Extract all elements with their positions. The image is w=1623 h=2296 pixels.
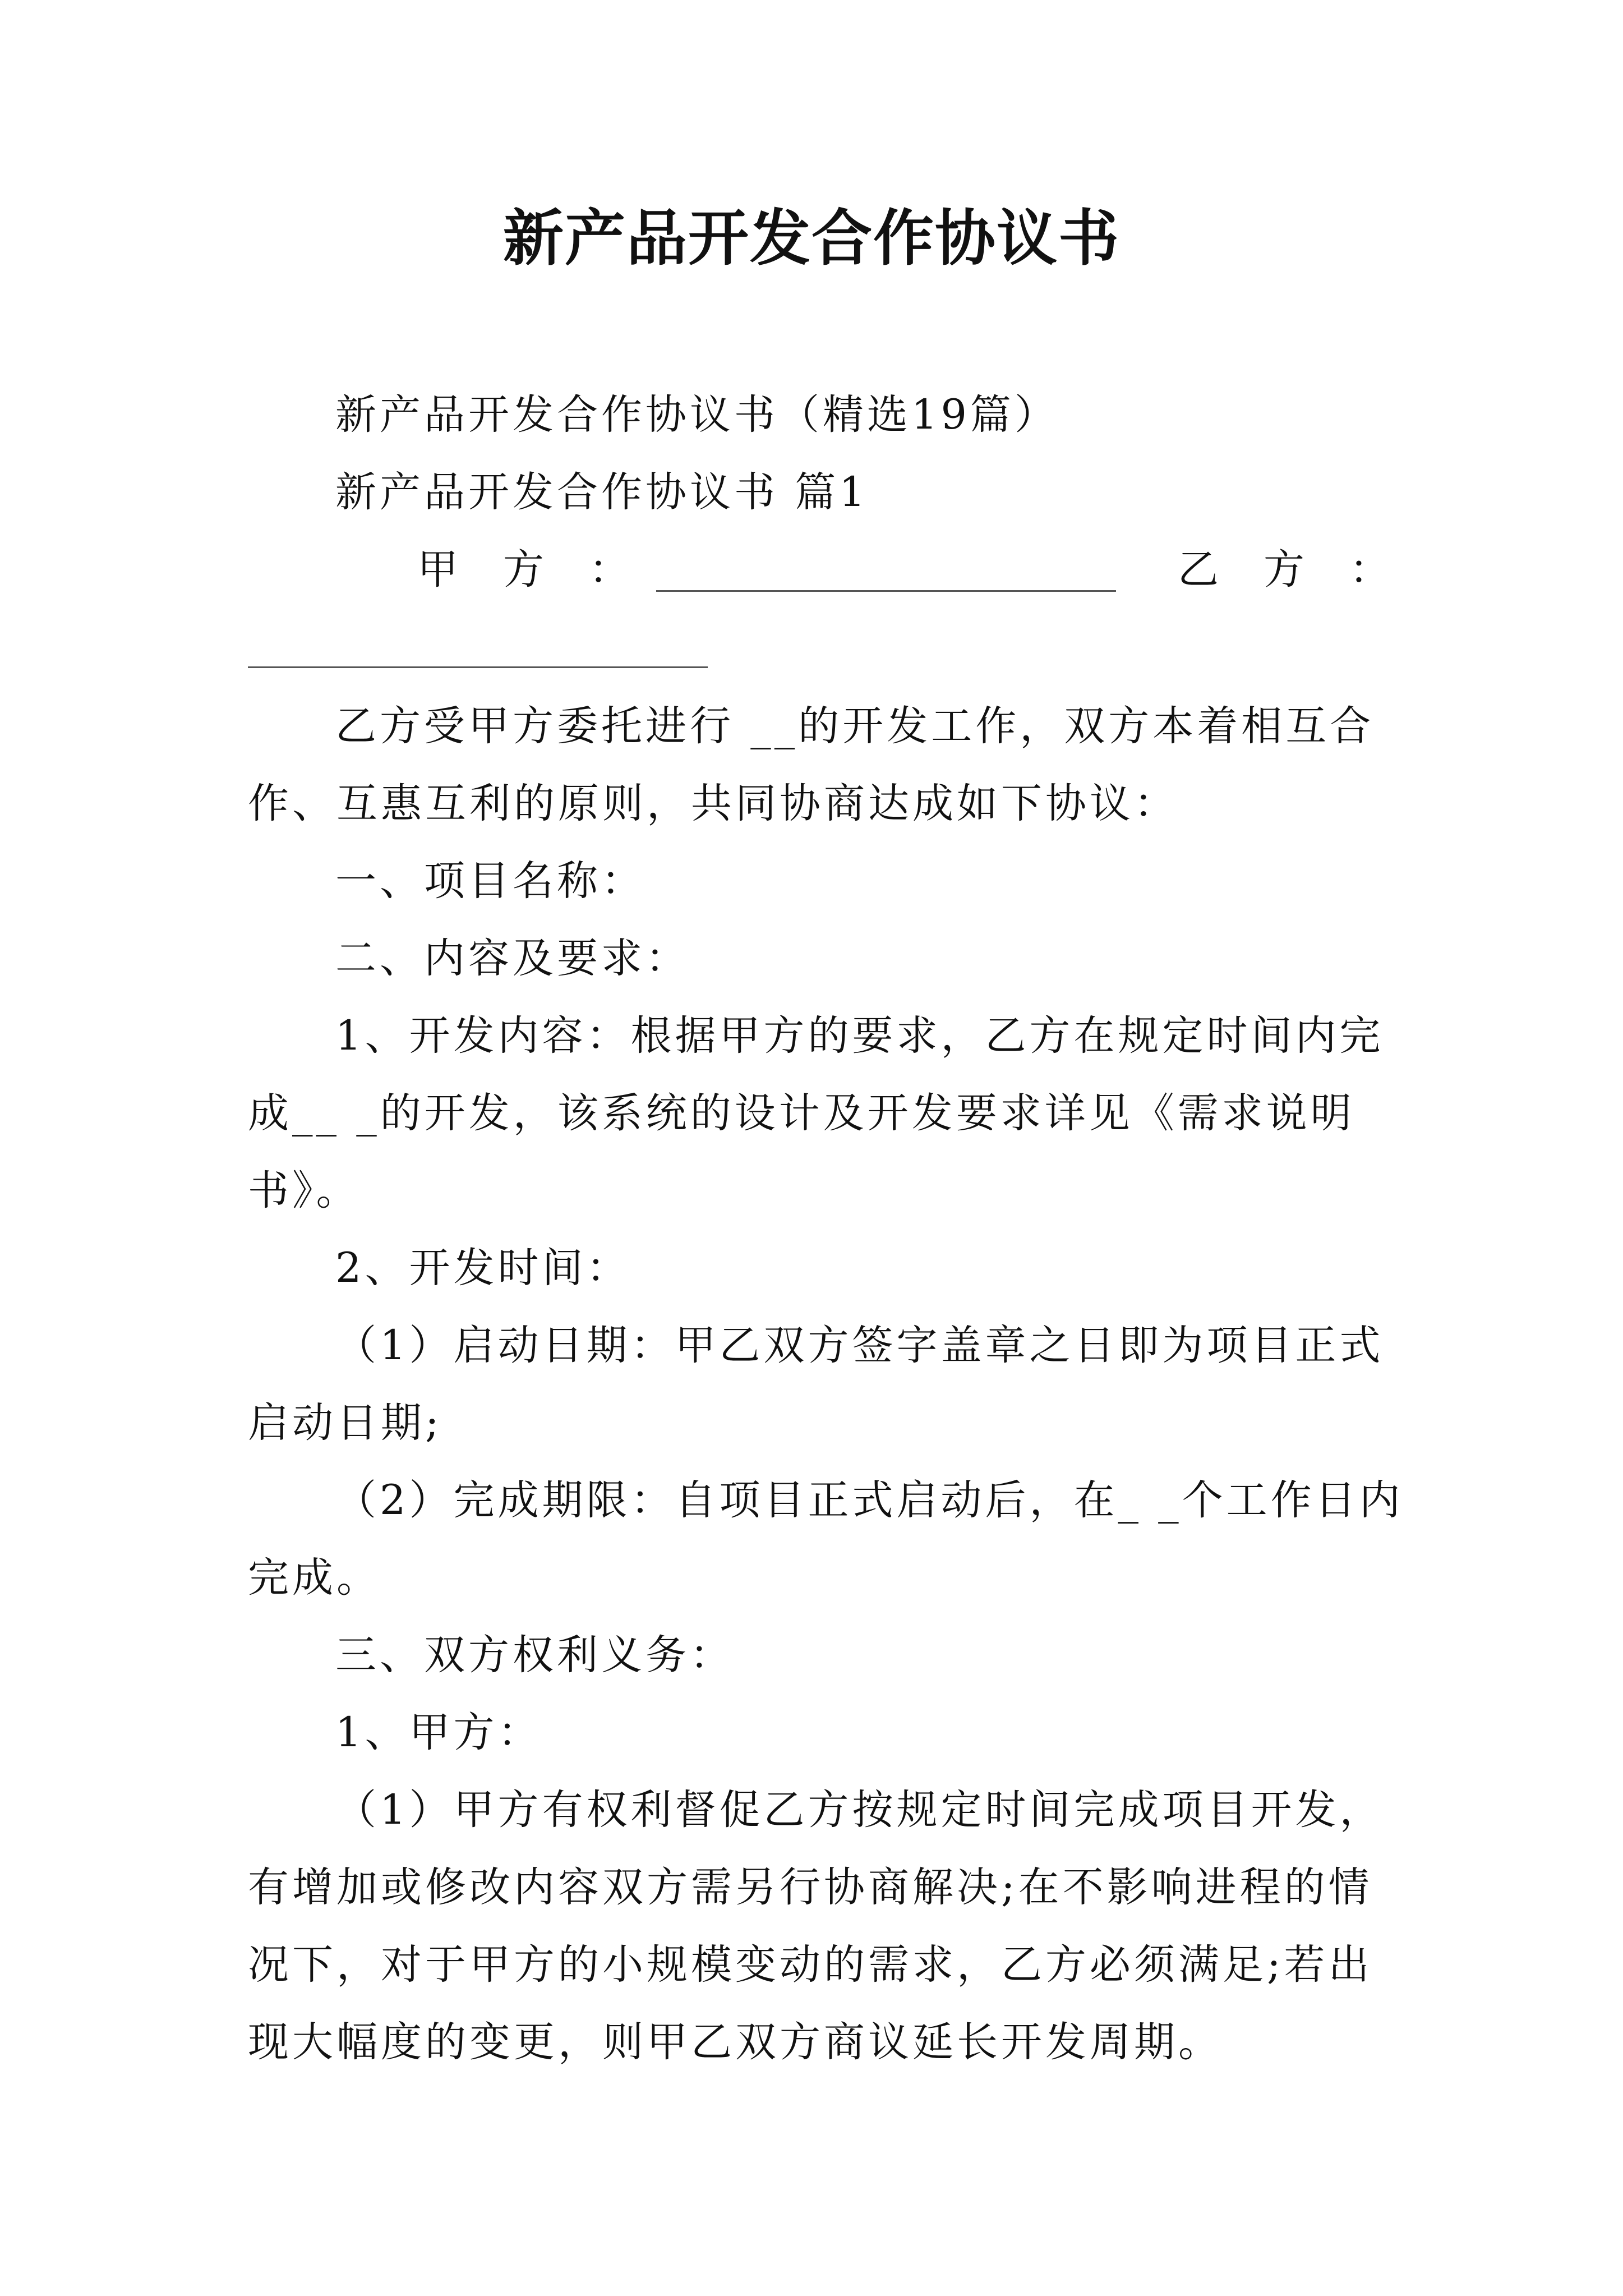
body-line: 作、互惠互利的原则，共同协商达成如下协议： bbox=[248, 780, 1178, 827]
body-line: 书》。 bbox=[248, 1167, 361, 1214]
body-line: （1）启动日期：甲乙双方签字盖章之日即为项目正式 bbox=[335, 1322, 1384, 1369]
body-line: 启动日期; bbox=[248, 1399, 442, 1447]
body-line: 乙方受甲方委托进行 __的开发工作，双方本着相互合 bbox=[335, 702, 1375, 750]
body-line: 三、双方权利义务： bbox=[335, 1631, 734, 1679]
body-line: 现大幅度的变更，则甲乙双方商议延长开发周期。 bbox=[248, 2018, 1223, 2066]
body-line: 1、甲方： bbox=[335, 1709, 542, 1756]
body-line: 2、开发时间： bbox=[335, 1244, 631, 1292]
section-heading: 新产品开发合作协议书 篇1 bbox=[335, 468, 869, 516]
body-line: 完成。 bbox=[248, 1554, 381, 1602]
document-subtitle: 新产品开发合作协议书（精选19篇） bbox=[335, 391, 1059, 439]
body-line: 有增加或修改内容双方需另行协商解决;在不影响进程的情 bbox=[248, 1864, 1373, 1911]
party-b-blank-line bbox=[248, 666, 708, 668]
document-title: 新产品开发合作协议书 bbox=[502, 203, 1120, 274]
body-line: 成__ _的开发，该系统的设计及开发要求详见《需求说明 bbox=[248, 1089, 1355, 1137]
body-line: 二、内容及要求： bbox=[335, 935, 690, 982]
party-a-label: 甲方： bbox=[417, 546, 675, 593]
body-line: 况下，对于甲方的小规模变动的需求，乙方必须满足;若出 bbox=[248, 1941, 1373, 1989]
party-b-label: 乙方： bbox=[1178, 546, 1435, 593]
party-a-blank-line bbox=[656, 590, 1116, 592]
body-line: （2）完成期限：自项目正式启动后，在_ _个工作日内 bbox=[335, 1476, 1404, 1524]
body-line: （1）甲方有权利督促乙方按规定时间完成项目开发， bbox=[335, 1786, 1384, 1834]
body-line: 1、开发内容：根据甲方的要求，乙方在规定时间内完 bbox=[335, 1012, 1384, 1060]
body-line: 一、项目名称： bbox=[335, 857, 645, 905]
